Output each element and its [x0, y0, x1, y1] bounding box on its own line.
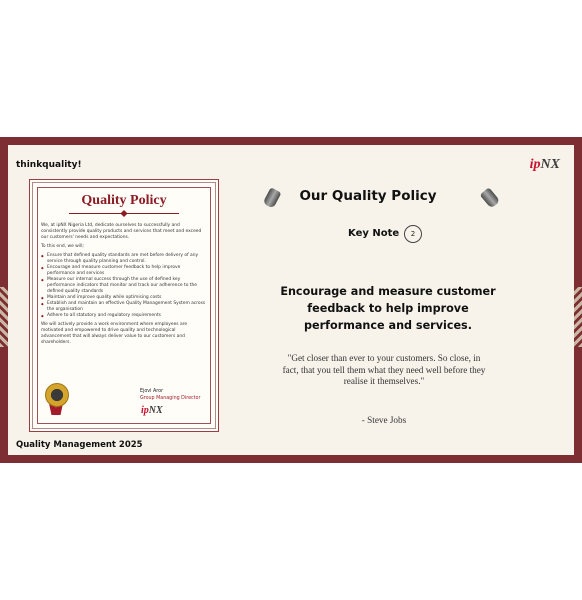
- left-edge-decoration: [0, 287, 8, 347]
- quote-text: "Get closer than ever to your customers. So close, in fact, that you tell them what they need well before they realise it themselves.": [282, 353, 486, 386]
- document-title: Quality Policy: [81, 193, 167, 208]
- right-edge-decoration: [574, 287, 582, 347]
- signer-role: Group Managing Director: [140, 396, 201, 401]
- keynote-number-badge: 2: [404, 225, 422, 243]
- list-item: ◆ Maintain and improve quality while optimising costs: [41, 295, 207, 301]
- pushpin-icon: [480, 187, 501, 209]
- list-item: ◆ Ensure that defined quality standards are met before delivery of any service through quality planning and control.: [41, 253, 207, 265]
- document-intro: We, at ipNX Nigeria Ltd, dedicate ourselves to successfully and consistently provide quality products and services that meet and exceed our customers' needs and expectations.: [41, 223, 202, 240]
- award-seal-icon: [45, 383, 69, 417]
- list-item: ◆ Encourage and measure customer feedback to help improve performance and services: [41, 265, 207, 277]
- quality-policy-document: [32, 182, 216, 429]
- slide-frame: [0, 137, 582, 463]
- footer-text: Quality Management 2025: [16, 440, 143, 450]
- document-body: [41, 223, 207, 349]
- document-lead: To this end, we will;: [41, 244, 84, 249]
- list-item: ◆ Measure our internal success through the use of defined key performance indicators that monitor and track our adherence to the defined quality standards: [41, 277, 207, 295]
- signer-name: Ejovi Aror: [140, 389, 164, 394]
- document-closing: We will actively provide a work environment where employees are motivated and empowered to drive quality and technological advancement that will always deliver value to our customers and shareholders.: [41, 322, 188, 345]
- signature-block: [140, 388, 200, 402]
- keynote-label: Key Note: [348, 228, 400, 239]
- ipnx-logo: ipNX: [529, 157, 560, 172]
- quote-author: - Steve Jobs: [361, 415, 407, 425]
- brand-tagline: thinkquality!: [16, 160, 82, 170]
- list-item: ◆ Adhere to all statutory and regulatory requirements: [41, 313, 207, 319]
- document-divider: [69, 213, 179, 214]
- document-list: [41, 253, 207, 319]
- keynote-statement: Encourage and measure customer feedback to help improve performance and services.: [280, 285, 496, 332]
- list-item: ◆ Establish and maintain an effective Quality Management System across the organisation: [41, 301, 207, 313]
- document-logo: ipNX: [141, 405, 163, 416]
- slide-heading: Our Quality Policy: [299, 188, 437, 204]
- slide: [8, 145, 574, 455]
